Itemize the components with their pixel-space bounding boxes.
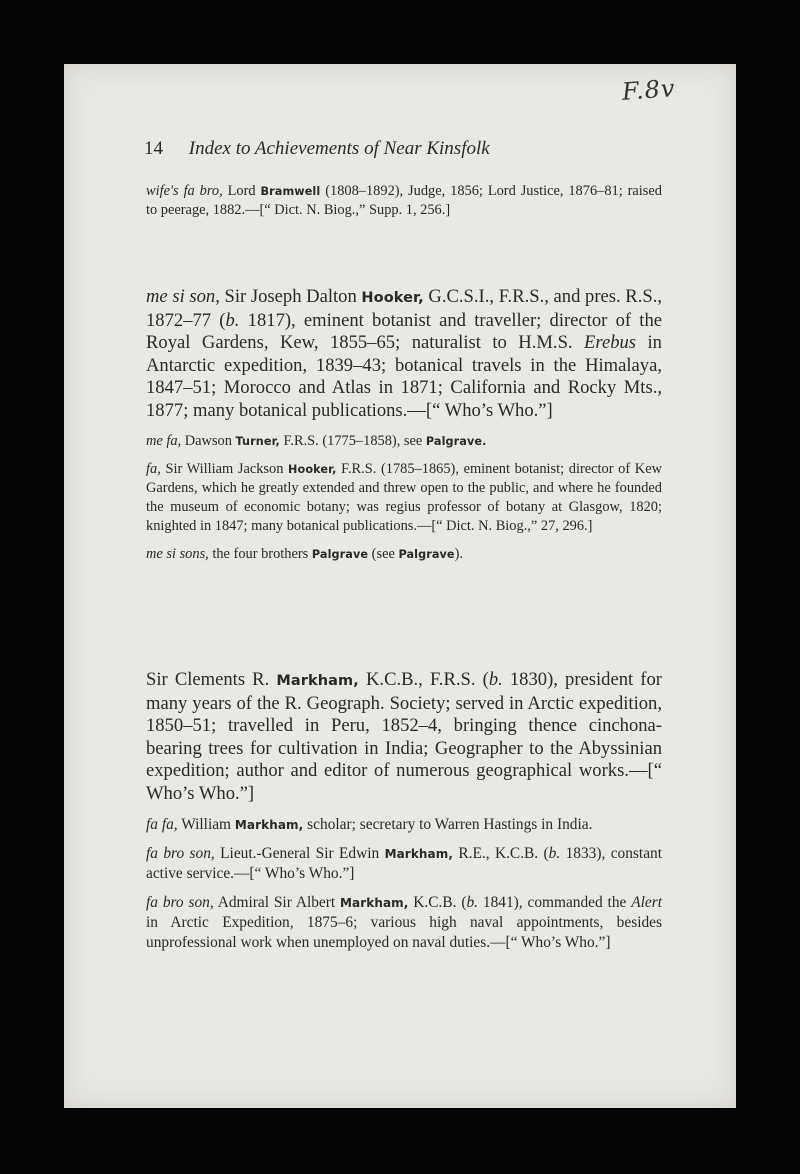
surname: Hooker, <box>288 462 337 476</box>
relation-label: fa fa, <box>146 815 178 833</box>
ship-name: Alert <box>631 893 662 911</box>
entry-edwin-markham: fa bro son, Lieut.-General Sir Edwin Markham, R.E., K.C.B. (b. 1833), constant active service.—[“ Who’s Who.”] <box>146 844 662 882</box>
page-number: 14 <box>144 138 163 159</box>
cross-reference: Palgrave. <box>425 434 487 448</box>
entry-bramwell: wife's fa bro, Lord Bramwell (1808–1892), Judge, 1856; Lord Justice, 1876–81; raised to peerage, 1882.—[“ Dict. N. Biog.,” Supp. 1, 256.] <box>146 183 662 218</box>
relation-label: fa bro son, <box>146 893 214 911</box>
surname: Hooker, <box>361 290 424 306</box>
surname: Turner, <box>235 434 280 448</box>
entry-william-markham: fa fa, William Markham, scholar; secretary to Warren Hastings in India. <box>146 815 593 833</box>
relation-label: wife's fa bro, <box>146 183 223 199</box>
ship-name: Erebus <box>584 332 637 354</box>
cross-reference: Palgrave <box>398 547 455 561</box>
entry-group-hooker <box>146 286 662 573</box>
entry-william-hooker: fa, Sir William Jackson Hooker, F.R.S. (1785–1865), eminent botanist; director of Kew Gardens, which he greatly extended and threw open to the public, and where he founded the museum of economic botany; was regius professor of botany at Glasgow, 1820; knighted in 1847; many botanical publications.—[“ Dict. N. Biog.,” 27, 296.] <box>146 460 662 534</box>
running-title: Index to Achievements of Near Kinsfolk <box>188 138 490 159</box>
running-head <box>144 138 664 160</box>
handwritten-annotation: F.8v <box>621 74 677 106</box>
entry-clements-markham: Sir Clements R. Markham, K.C.B., F.R.S. (b. 1830), president for many years of the R. Geograph. Society; served in Arctic expedition, 1850–51; travelled in Peru, 1852–4, bringing thence cinchona-bearing trees for cultivation in India; Geographer to the Abyssinian expedition; author and editor of numerous geographical works.—[“ Who’s Who.”] <box>146 669 662 804</box>
surname: Markham, <box>384 846 454 861</box>
entry-joseph-hooker: me si son, Sir Joseph Dalton Hooker, G.C.S.I., F.R.S., and pres. R.S., 1872–77 (b. 1817), eminent botanist and traveller; director of the Royal Gardens, Kew, 1855–65; naturalist to H.M.S. Erebus in Antarctic expedition, 1839–43; botanical travels in the Himalaya, 1847–51; Morocco and Atlas in 1871; California and Rocky Mts., 1877; many botanical publications.—[“ Who’s Who.”] <box>146 286 662 421</box>
surname: Markham, <box>340 895 409 910</box>
entry-albert-markham: fa bro son, Admiral Sir Albert Markham, K.C.B. (b. 1841), commanded the Alert in Arctic Expedition, 1875–6; various high naval appointments, besides unprofessional work when unemployed on naval duties.—[“ Who’s Who.”] <box>146 893 662 951</box>
book-page <box>64 64 736 1108</box>
entry-group-bramwell <box>146 182 662 229</box>
relation-label: me fa, <box>146 432 182 449</box>
surname: Palgrave <box>311 547 369 561</box>
entry-palgrave: me si sons, the four brothers Palgrave (see Palgrave). <box>146 545 464 562</box>
surname: Markham, <box>276 673 359 689</box>
surname: Markham, <box>234 817 304 832</box>
relation-label: fa bro son, <box>146 844 215 862</box>
relation-label: me si sons, <box>146 545 209 562</box>
surname: Bramwell <box>260 185 321 198</box>
entry-group-markham <box>146 669 662 962</box>
relation-label: fa, <box>146 460 161 477</box>
entry-turner: me fa, Dawson Turner, F.R.S. (1775–1858), see Palgrave. <box>146 432 487 449</box>
relation-label: me si son, <box>146 286 220 307</box>
